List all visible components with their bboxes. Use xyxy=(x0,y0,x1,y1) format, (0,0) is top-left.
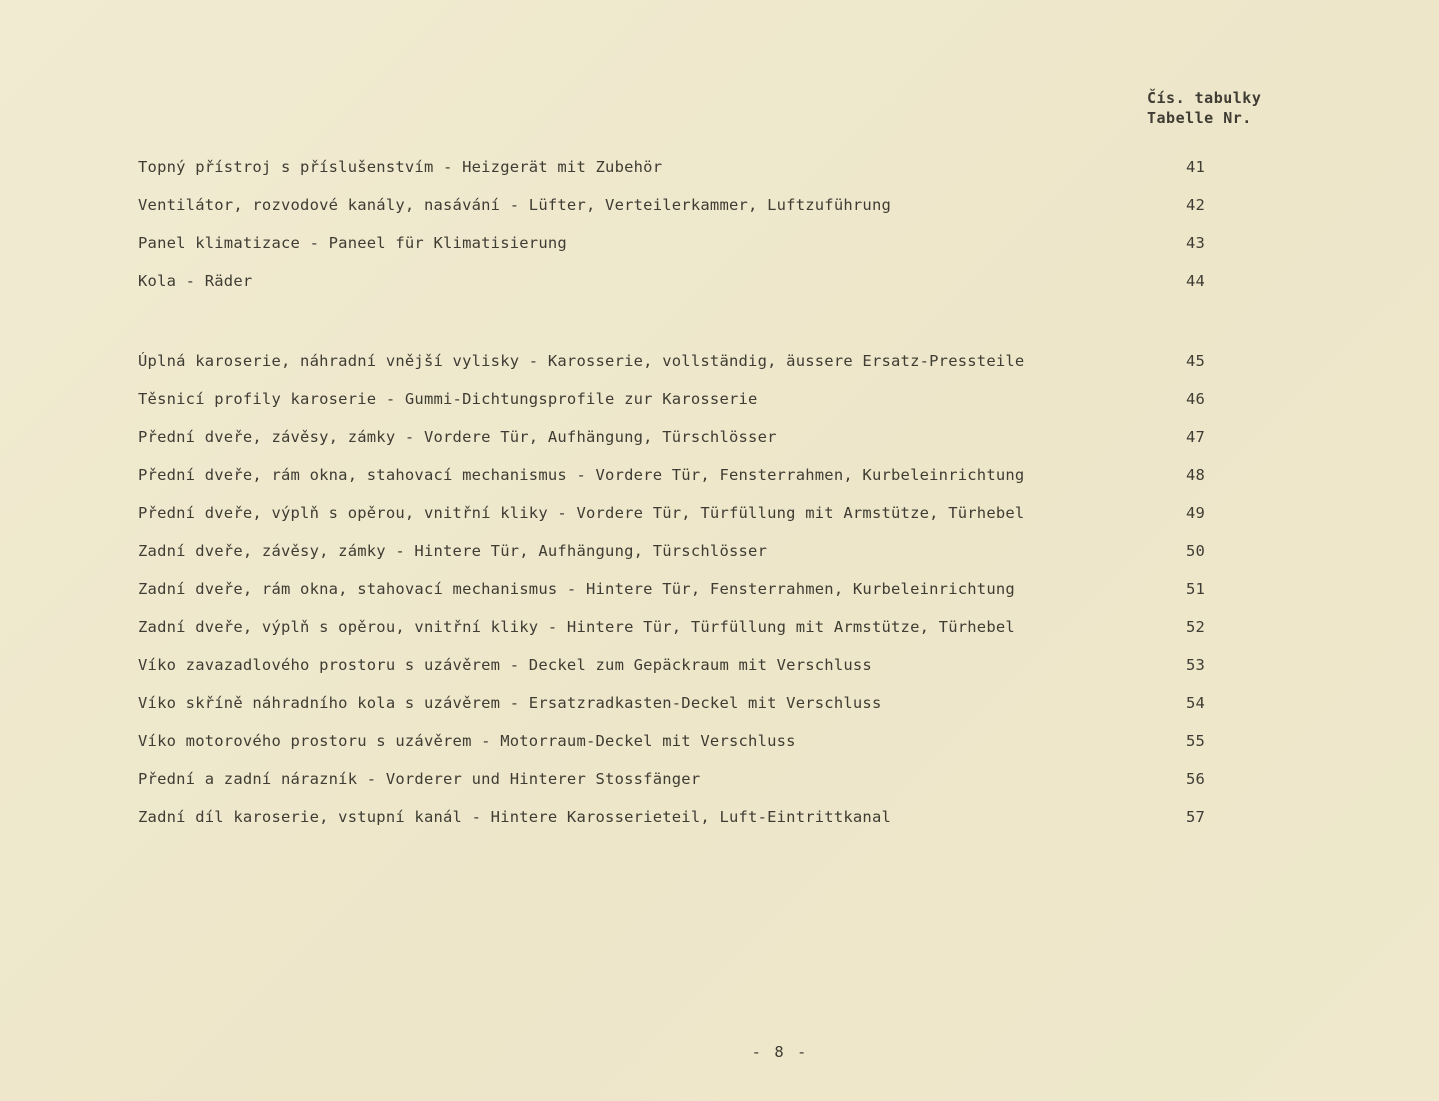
toc-entry-number: 52 xyxy=(1186,618,1206,636)
table-number-column-header xyxy=(1147,88,1261,128)
toc-entry-label: Přední a zadní nárazník - Vorderer und Hinterer Stossfänger xyxy=(138,770,701,788)
toc-entry-label: Víko motorového prostoru s uzávěrem - Motorraum-Deckel mit Verschluss xyxy=(138,732,796,750)
toc-entry-label: Víko skříně náhradního kola s uzávěrem - Ersatzradkasten-Deckel mit Verschluss xyxy=(138,694,882,712)
toc-entry-number: 55 xyxy=(1186,732,1206,750)
toc-entry-number: 43 xyxy=(1186,234,1206,252)
toc-entry-number: 51 xyxy=(1186,580,1206,598)
toc-row xyxy=(138,656,1230,694)
table-number-header-line1: Čís. tabulky xyxy=(1147,89,1262,107)
toc-entry-number: 50 xyxy=(1186,542,1206,560)
toc-entry-number: 54 xyxy=(1186,694,1206,712)
toc-entry-label: Zadní díl karoserie, vstupní kanál - Hintere Karosserieteil, Luft-Eintrittkanal xyxy=(138,808,892,826)
toc-row xyxy=(138,466,1230,504)
toc-entry-label: Víko zavazadlového prostoru s uzávěrem - Deckel zum Gepäckraum mit Verschluss xyxy=(138,656,872,674)
toc-row xyxy=(138,618,1230,656)
toc-entry-number: 49 xyxy=(1186,504,1206,522)
toc-entry-label: Kola - Räder xyxy=(138,272,253,290)
toc-row xyxy=(138,428,1230,466)
toc-entry-label: Ventilátor, rozvodové kanály, nasávání - Lüfter, Verteilerkammer, Luftzuführung xyxy=(138,196,892,214)
toc-row xyxy=(138,542,1230,580)
toc-row xyxy=(138,272,1230,310)
table-number-header-line2: Tabelle Nr. xyxy=(1147,109,1252,127)
toc-entry-label: Zadní dveře, závěsy, zámky - Hintere Tür, Aufhängung, Türschlösser xyxy=(138,542,768,560)
toc-entry-label: Úplná karoserie, náhradní vnější vylisky - Karosserie, vollständig, äussere Ersatz-Pressteile xyxy=(138,352,1025,370)
toc-entry-label: Přední dveře, výplň s opěrou, vnitřní kliky - Vordere Tür, Türfüllung mit Armstütze, Türhebel xyxy=(138,504,1025,522)
toc-entry-number: 46 xyxy=(1186,390,1206,408)
toc-entry-label: Přední dveře, závěsy, zámky - Vordere Tür, Aufhängung, Türschlösser xyxy=(138,428,777,446)
toc-row xyxy=(138,808,1230,846)
toc-row xyxy=(138,234,1230,272)
toc-entry-number: 41 xyxy=(1186,158,1206,176)
toc-list xyxy=(138,158,1230,846)
toc-entry-number: 45 xyxy=(1186,352,1206,370)
toc-row xyxy=(138,390,1230,428)
toc-row xyxy=(138,694,1230,732)
toc-entry-label: Zadní dveře, výplň s opěrou, vnitřní kliky - Hintere Tür, Türfüllung mit Armstütze, Türhebel xyxy=(138,618,1015,636)
toc-entry-number: 47 xyxy=(1186,428,1206,446)
page-number: - 8 - xyxy=(751,1043,809,1061)
toc-entry-number: 53 xyxy=(1186,656,1206,674)
toc-row xyxy=(138,504,1230,542)
toc-row xyxy=(138,580,1230,618)
toc-row xyxy=(138,352,1230,390)
toc-entry-label: Topný přístroj s příslušenstvím - Heizgerät mit Zubehör xyxy=(138,158,663,176)
toc-entry-number: 48 xyxy=(1186,466,1206,484)
toc-entry-number: 56 xyxy=(1186,770,1206,788)
toc-entry-number: 57 xyxy=(1186,808,1206,826)
toc-entry-number: 42 xyxy=(1186,196,1206,214)
toc-entry-label: Přední dveře, rám okna, stahovací mechanismus - Vordere Tür, Fensterrahmen, Kurbeleinrichtung xyxy=(138,466,1025,484)
toc-entry-number: 44 xyxy=(1186,272,1206,290)
toc-entry-label: Zadní dveře, rám okna, stahovací mechanismus - Hintere Tür, Fensterrahmen, Kurbeleinrichtung xyxy=(138,580,1015,598)
toc-row xyxy=(138,196,1230,234)
toc-entry-label: Panel klimatizace - Paneel für Klimatisierung xyxy=(138,234,567,252)
toc-entry-label: Těsnicí profily karoserie - Gummi-Dichtungsprofile zur Karosserie xyxy=(138,390,758,408)
toc-row xyxy=(138,732,1230,770)
toc-row xyxy=(138,158,1230,196)
toc-row xyxy=(138,770,1230,808)
